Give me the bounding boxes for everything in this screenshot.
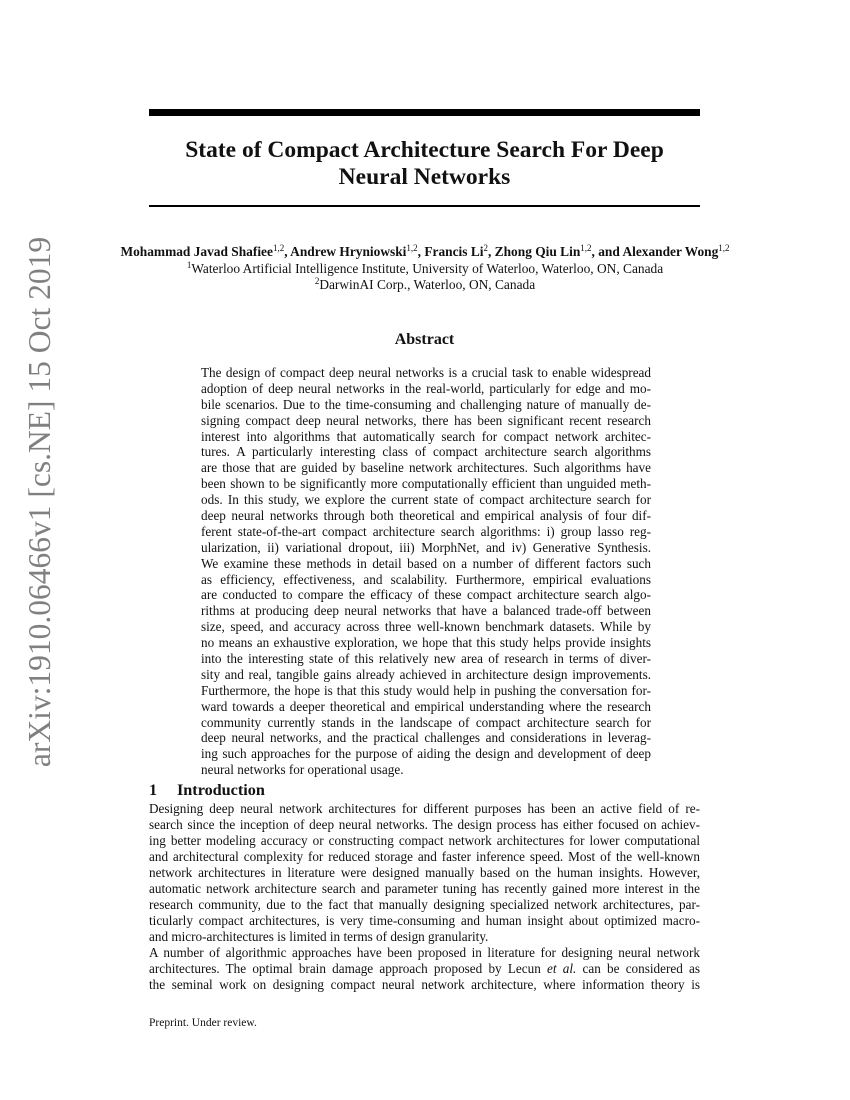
author-affiliation-mark: 2 [483, 243, 488, 253]
paragraph-line: We examine these methods in detail based on a number of different factors such [201, 555, 651, 571]
paragraph-line: tures. A particularly interesting class of compact architecture search algorithms [201, 444, 651, 460]
author-list [60, 244, 790, 260]
paragraph-line: search since the inception of deep neural networks. The design process has either focused on achiev- [149, 816, 700, 832]
paragraph-line: as efficiency, effectiveness, and scalability. Furthermore, empirical evaluations [201, 571, 651, 587]
section-number: 1 [149, 781, 158, 799]
author-name: Francis Li [424, 244, 484, 259]
affiliation [60, 261, 790, 277]
paragraph-line: and micro-architectures is limited in terms of design granularity. [149, 928, 489, 944]
paragraph-line: A number of algorithmic approaches have been proposed in literature for designing neural network [149, 945, 700, 960]
paragraph-line: network architectures in literature were designed manually based on the human insights. However, [149, 864, 700, 880]
paragraph-line: Furthermore, the hope is that this study would help in pushing the conversation for- [201, 682, 651, 698]
paragraph-line [149, 961, 700, 977]
paragraph-line: ularization, ii) variational dropout, iii) MorphNet, and iv) Generative Synthesis. [201, 539, 651, 555]
paper-title [149, 137, 700, 191]
paragraph-line: ferent state-of-the-art compact architecture search algorithms: i) group lasso reg- [201, 523, 651, 539]
author-separator: , [487, 244, 495, 259]
affiliation [60, 277, 790, 293]
affiliation-mark: 2 [314, 276, 320, 286]
author-name: Andrew Hryniowski [290, 244, 407, 259]
paragraph-line: and architectural complexity for reduced storage and faster inference speed. Most of the well-known [149, 848, 700, 864]
section-heading [149, 781, 265, 800]
paragraph-line: are conducted to compare the efficacy of these compact architecture search algo- [201, 587, 651, 603]
affiliation-text: Waterloo Artificial Intelligence Institute, University of Waterloo, Waterloo, ON, Canada [191, 261, 664, 276]
paragraph-line: ward towards a deeper theoretical and empirical understanding where the research [201, 698, 651, 714]
paragraph-line: ing such approaches for the purpose of aiding the design and development of deep [201, 746, 651, 762]
author-name: Alexander Wong [622, 244, 719, 259]
paragraph-line: signing compact deep neural networks, there has been significant recent research [201, 412, 651, 428]
paragraph-line: The design of compact deep neural networks is a crucial task to enable widespread [201, 365, 651, 380]
author-affiliation-mark: 1,2 [406, 243, 418, 253]
section-title: Introduction [177, 781, 265, 799]
author-name: Mohammad Javad Shafiee [120, 244, 273, 259]
paragraph-line: rithms at producing deep neural networks that have a balanced trade-off between [201, 603, 651, 619]
paragraph-line: community currently stands in the landscape of compact architecture search for [201, 714, 651, 730]
paragraph-line: neural networks for operational usage. [201, 762, 404, 778]
author-affiliation-mark: 1,2 [272, 243, 285, 253]
paragraph-line: into the interesting state of this relatively new area of research in terms of diver- [201, 651, 651, 667]
paragraph-line: ods. In this study, we explore the current state of compact architecture search for [201, 492, 651, 508]
author-affiliation-mark: 1,2 [580, 243, 592, 253]
author-separator: , [284, 244, 291, 259]
abstract-body [201, 365, 651, 778]
paragraph-line: sity and real, tangible gains already achieved in architecture design improvements. [201, 666, 651, 682]
paragraph-line: the seminal work on designing compact neural network architecture, where information theory is [149, 976, 700, 992]
paragraph-line: adoption of deep neural networks in the real-world, particularly for edge and mo- [201, 380, 651, 396]
paragraph-line: automatic network architecture search and parameter tuning has recently gained more interest in the [149, 880, 700, 896]
paragraph-line: size, speed, and accuracy across three well-known benchmark datasets. While by [201, 619, 651, 635]
paragraph-line: interest into algorithms that automatically search for compact network architec- [201, 428, 651, 444]
abstract-heading: Abstract [394, 331, 455, 348]
intro-paragraph-1 [149, 801, 700, 944]
preprint-footer: Preprint. Under review. [149, 1017, 257, 1029]
title-top-rule [149, 109, 700, 116]
emphasis-et-al: et al. [547, 960, 577, 976]
line-segment: can be considered as [576, 960, 701, 976]
title-bottom-rule [149, 205, 700, 207]
affiliation-text: DarwinAI Corp., Waterloo, ON, Canada [319, 277, 536, 292]
paragraph-line: are those that are guided by baseline network architectures. Such algorithms have [201, 460, 651, 476]
author-name: Zhong Qiu Lin [494, 244, 581, 259]
paragraph-line: Designing deep neural network architectures for different purposes has been an active field of re- [149, 801, 700, 816]
title-line: State of Compact Architecture Search For Deep [185, 137, 664, 163]
title-line: Neural Networks [338, 164, 511, 190]
author-affiliation-mark: 1,2 [718, 243, 730, 253]
author-separator: , and [591, 244, 623, 259]
paragraph-line: ticularly compact architectures, is very time-consuming and human insight about optimized macro- [149, 912, 700, 928]
author-separator: , [417, 244, 425, 259]
intro-paragraph-2 [149, 945, 700, 993]
paragraph-line: deep neural networks through both theoretical and empirical analysis of four dif- [201, 508, 651, 524]
paragraph-line: no means an exhaustive exploration, we hope that this study helps provide insights [201, 635, 651, 651]
line-segment: architectures. The optimal brain damage approach proposed by Lecun [149, 960, 548, 976]
paragraph-line: bile scenarios. Due to the time-consuming and challenging nature of manually de- [201, 396, 651, 412]
paragraph-line: ing better modeling accuracy or constructing compact network architectures for lower computational [149, 832, 700, 848]
paragraph-line: deep neural networks, and the practical challenges and considerations in leverag- [201, 730, 651, 746]
arxiv-identifier-stamp: arXiv:1910.06466v1 [cs.NE] 15 Oct 2019 [22, 236, 57, 768]
paragraph-line: research community, due to the fact that manually designing specialized network architectures, par- [149, 896, 700, 912]
paragraph-line: been shown to be significantly more computationally efficient than unguided meth- [201, 476, 651, 492]
affiliation-mark: 1 [186, 260, 192, 270]
